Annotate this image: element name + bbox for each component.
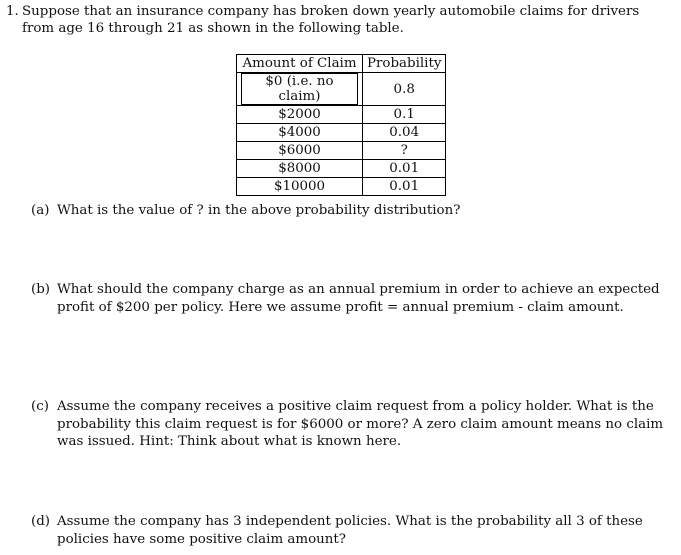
question-part-a [31, 202, 667, 220]
table-row [237, 124, 446, 142]
table-row [237, 160, 446, 178]
question-part-d [31, 513, 667, 548]
probability-cell: 0.04 [363, 124, 446, 142]
claims-probability-table [236, 54, 446, 196]
probability-cell: 0.01 [363, 160, 446, 178]
amount-cell: $6000 [237, 142, 363, 160]
amount-cell: $4000 [237, 124, 363, 142]
part-text: What should the company charge as an annual premium in order to achieve an expected profit of $200 per policy. Here we assume profit = annual premium - claim amount. [57, 282, 660, 315]
probability-cell: ? [363, 142, 446, 160]
amount-cell: $10000 [237, 178, 363, 196]
probability-cell: 0.1 [363, 106, 446, 124]
part-text: Assume the company receives a positive claim request from a policy holder. What is the probability this claim request is for $6000 or more? A zero claim amount means no claim was issued. Hint: Think about what is known here. [57, 399, 664, 449]
part-text: Assume the company has 3 independent policies. What is the probability all 3 of these policies have some positive claim amount? [57, 514, 643, 547]
part-label: (d) [31, 514, 51, 529]
column-header-probability: Probability [363, 55, 446, 73]
part-label: (c) [31, 399, 49, 414]
question-part-b [31, 281, 667, 316]
part-label: (b) [31, 282, 51, 297]
table-row [237, 178, 446, 196]
column-header-amount: Amount of Claim [237, 55, 363, 73]
table-row [237, 73, 446, 106]
probability-cell: 0.8 [363, 73, 446, 106]
part-label: (a) [31, 203, 50, 218]
amount-cell: $2000 [237, 106, 363, 124]
part-text: What is the value of ? in the above probability distribution? [57, 203, 461, 218]
amount-cell: $8000 [237, 160, 363, 178]
amount-cell-text: $0 (i.e. no claim) [241, 73, 358, 105]
problem-statement [6, 3, 674, 37]
probability-cell: 0.01 [363, 178, 446, 196]
table-header-row [237, 55, 446, 73]
question-part-c [31, 398, 667, 451]
table-row [237, 142, 446, 160]
problem-number: 1. [6, 4, 19, 19]
amount-cell [237, 73, 363, 106]
problem-intro: Suppose that an insurance company has broken down yearly automobile claims for drivers from age 16 through 21 as shown in the following table. [22, 4, 640, 36]
table-row [237, 106, 446, 124]
